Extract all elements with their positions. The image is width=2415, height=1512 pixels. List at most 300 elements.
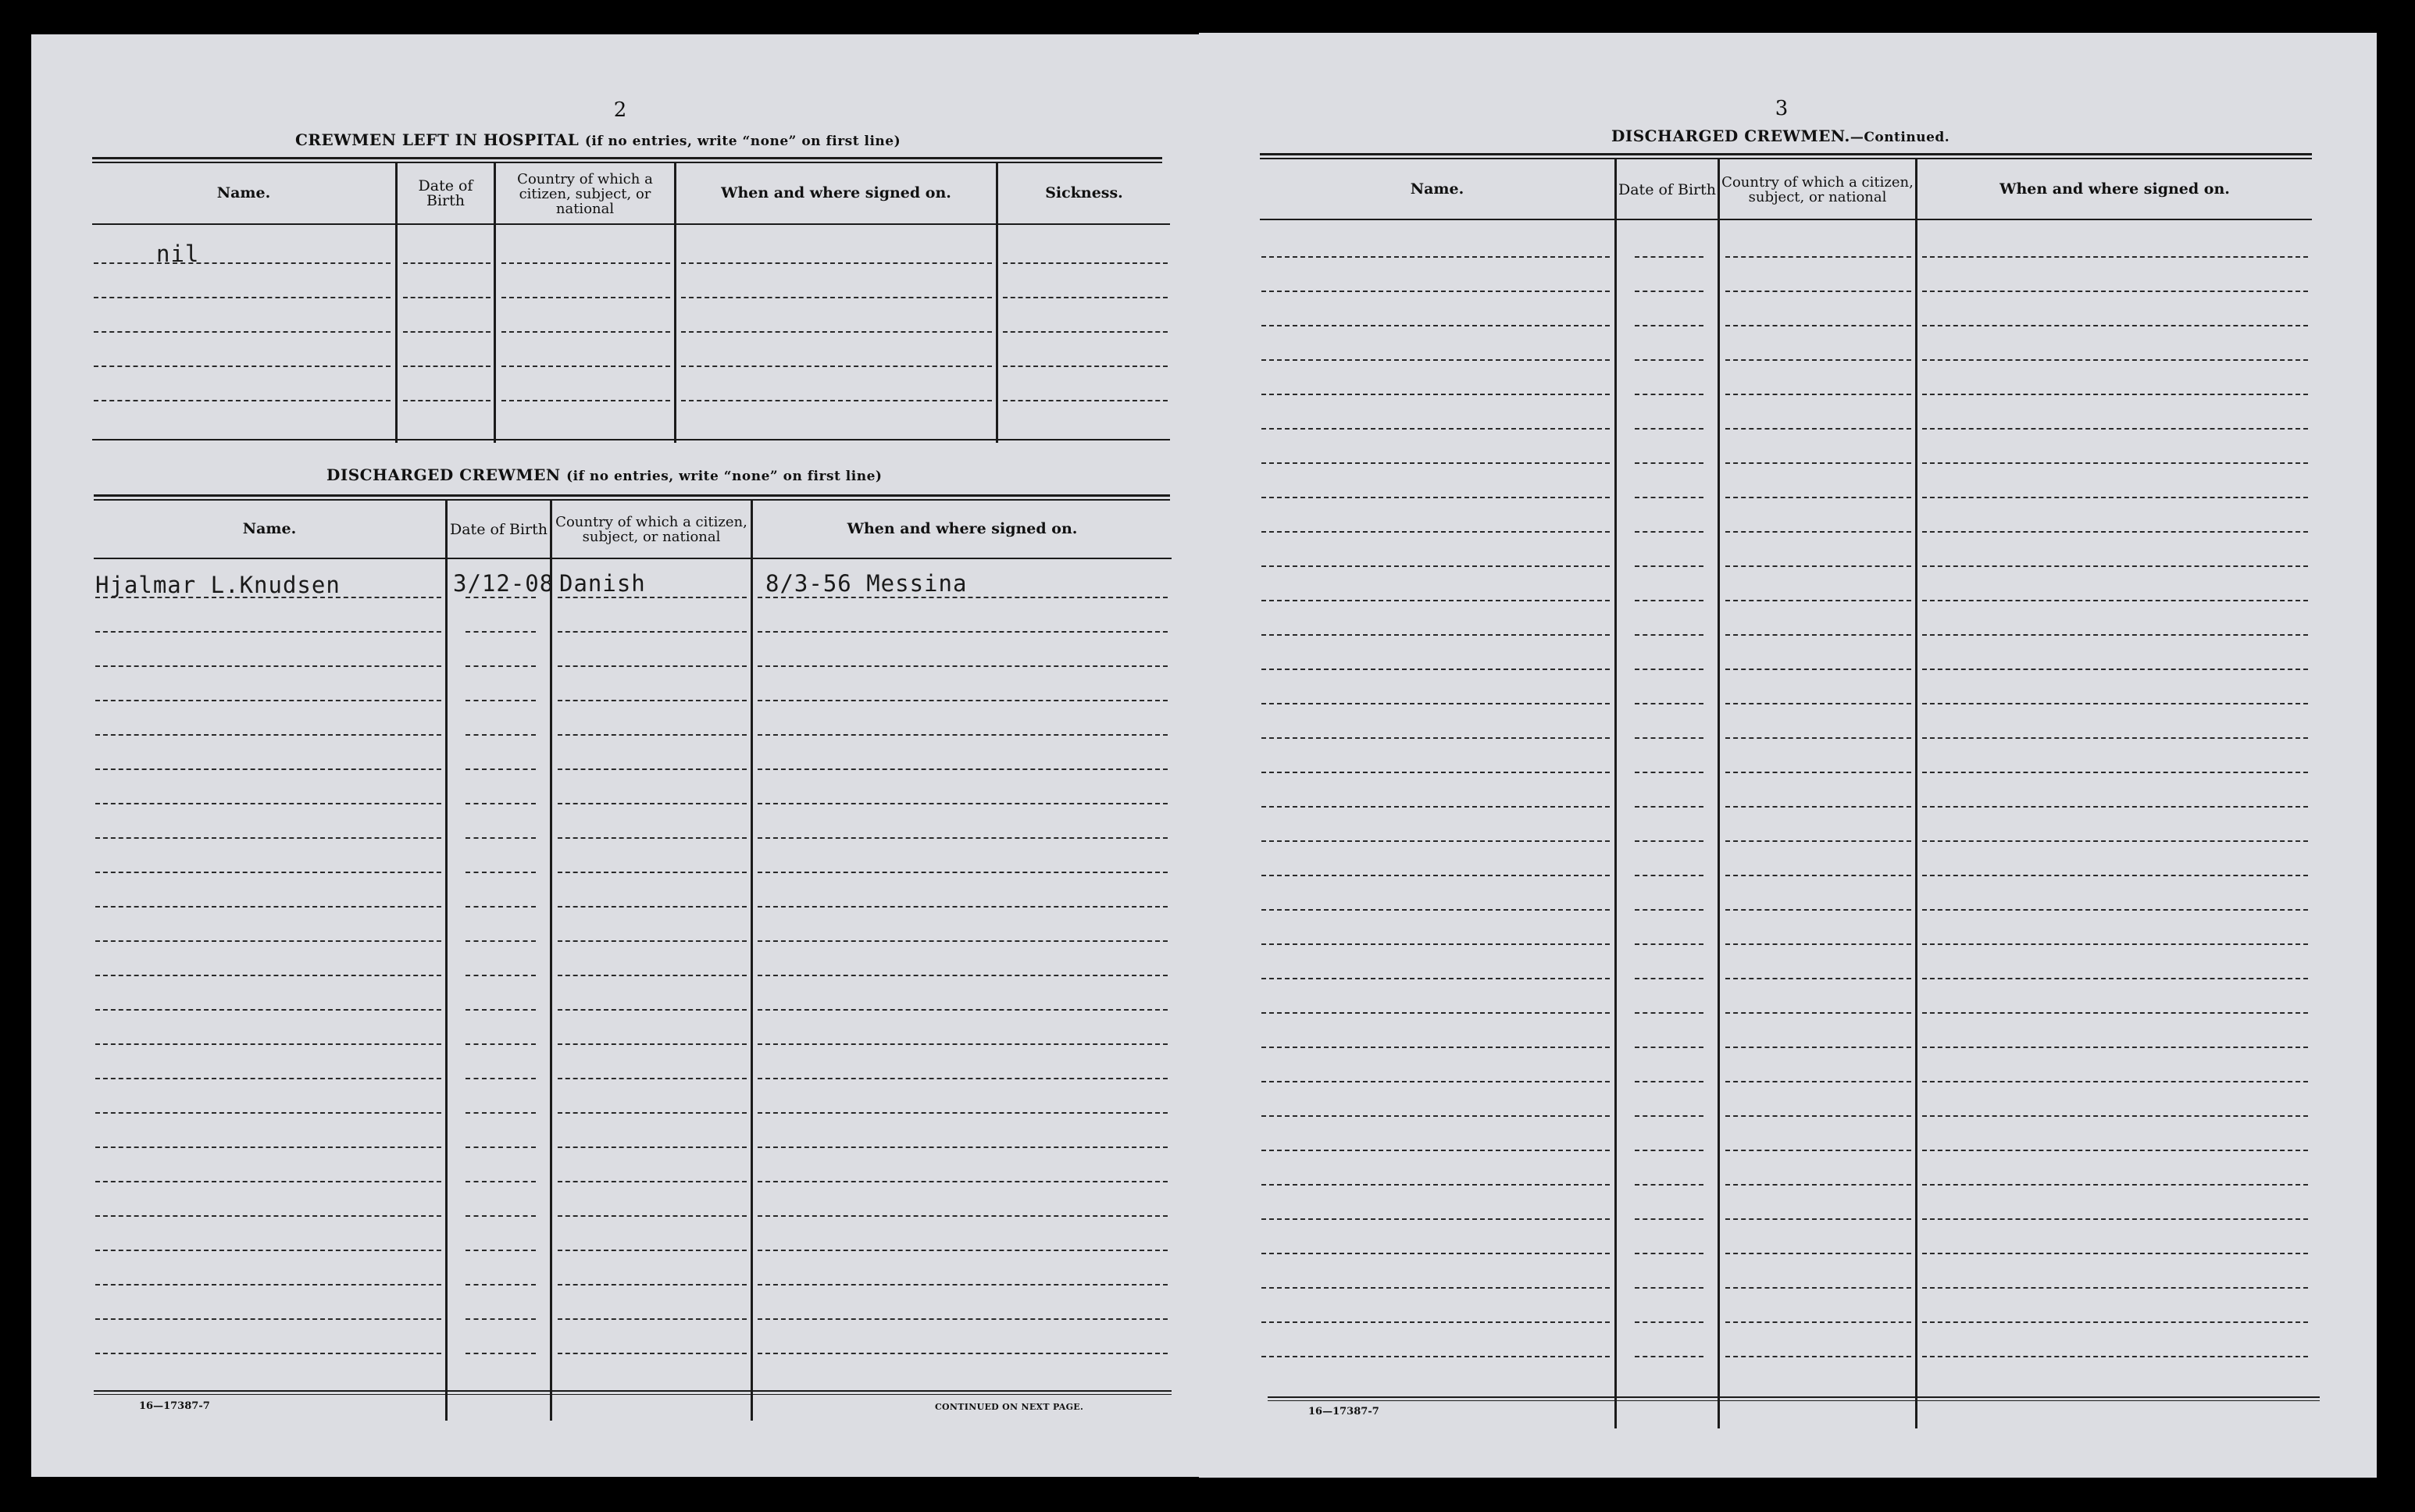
ruled-line (1922, 1287, 2308, 1289)
ruled-line (1261, 875, 1610, 876)
ruled-line (501, 262, 670, 264)
ruled-line (1725, 565, 1911, 567)
ruled-line (758, 1112, 1168, 1114)
ruled-line (403, 366, 490, 367)
discharged-section-title (326, 465, 882, 484)
column-header-signed-on: When and where signed on. (847, 520, 1078, 537)
column-header-country: Country of which a citizen, subject, or national (517, 170, 653, 217)
ruled-line (95, 1009, 441, 1011)
ruled-line (1922, 1321, 2308, 1323)
ruled-line (1922, 1115, 2308, 1117)
column-header-signed-on: When and where signed on. (721, 184, 951, 201)
column-divider (1915, 159, 1917, 1428)
ruled-line (1261, 256, 1610, 258)
ruled-line (1922, 1047, 2308, 1048)
ruled-line (94, 297, 391, 298)
rule (94, 494, 1170, 497)
ruled-line (403, 400, 490, 401)
ruled-line (558, 1353, 747, 1354)
column-divider (1718, 159, 1720, 1428)
ruled-line (466, 1215, 536, 1217)
ruled-line (1922, 394, 2308, 395)
ruled-line (1635, 394, 1703, 395)
ruled-line (1725, 497, 1911, 498)
ruled-line (466, 1250, 536, 1251)
ruled-line (501, 400, 670, 401)
ruled-line (1261, 531, 1610, 533)
discharged-title: DISCHARGED CREWMEN (326, 465, 561, 484)
column-divider (751, 501, 753, 1421)
form-number: 16—17387-7 (139, 1400, 210, 1412)
ruled-line (558, 940, 747, 942)
ruled-line (1261, 1321, 1610, 1323)
column-header-date-of-birth: Date of Birth (1618, 180, 1716, 198)
ruled-line (758, 631, 1168, 633)
ruled-line (1261, 565, 1610, 567)
ruled-line (1922, 291, 2308, 292)
ruled-line (1261, 840, 1610, 842)
table-bottom-rule (1268, 1396, 2320, 1398)
ruled-line (1725, 978, 1911, 979)
ruled-line (95, 1318, 441, 1320)
column-header-country: Country of which a citizen, subject, or national (1721, 174, 1914, 205)
ruled-line (466, 768, 536, 770)
ruled-line (1261, 1047, 1610, 1048)
ruled-line (1922, 1150, 2308, 1151)
ruled-line (1261, 359, 1610, 361)
ruled-line (1635, 600, 1703, 601)
ruled-line (1635, 1218, 1703, 1220)
hospital-title: CREWMEN LEFT IN HOSPITAL (295, 130, 580, 149)
ruled-line (1635, 772, 1703, 773)
ruled-line (1261, 497, 1610, 498)
ruled-line (1922, 1253, 2308, 1254)
ruled-line (501, 366, 670, 367)
form-number: 16—17387-7 (1308, 1406, 1379, 1418)
ruled-line (758, 975, 1168, 976)
ruled-line (95, 803, 441, 804)
ruled-line (681, 400, 992, 401)
ruled-line (1725, 531, 1911, 533)
ruled-line (1261, 291, 1610, 292)
ruled-line (558, 1146, 747, 1148)
ruled-line (1635, 1356, 1703, 1357)
ruled-line (95, 837, 441, 839)
ruled-line (95, 1284, 441, 1286)
ruled-line (758, 700, 1168, 701)
ruled-line (1003, 400, 1168, 401)
rule (92, 157, 1162, 159)
ruled-line (95, 700, 441, 701)
column-header-name: Name. (1410, 180, 1464, 198)
page-number: 3 (1775, 97, 1789, 120)
ruled-line (558, 734, 747, 736)
ruled-line (1725, 1047, 1911, 1048)
ruled-line (1725, 1218, 1911, 1220)
ruled-line (95, 1181, 441, 1182)
ruled-line (1725, 840, 1911, 842)
ruled-line (466, 1284, 536, 1286)
ruled-line (758, 1043, 1168, 1045)
ruled-line (466, 906, 536, 908)
right-page (1199, 33, 2377, 1478)
ruled-line (1922, 806, 2308, 808)
ruled-line (758, 1009, 1168, 1011)
ruled-line (95, 1112, 441, 1114)
right-title: DISCHARGED CREWMEN. (1611, 127, 1850, 145)
ruled-line (95, 631, 441, 633)
ruled-line (1635, 497, 1703, 498)
page-number: 2 (613, 98, 627, 122)
ruled-line (1922, 1356, 2308, 1357)
ruled-line (1635, 1115, 1703, 1117)
ruled-line (466, 1112, 536, 1114)
column-header-country: Country of which a citizen, subject, or national (555, 514, 747, 545)
right-title-suffix: —Continued. (1850, 130, 1950, 145)
column-divider (550, 501, 552, 1421)
ruled-line (466, 872, 536, 873)
ruled-line (1635, 1012, 1703, 1014)
ruled-line (94, 331, 391, 333)
ruled-line (1922, 325, 2308, 326)
rule (1260, 153, 2312, 155)
ruled-line (681, 297, 992, 298)
ruled-line (94, 400, 391, 401)
ruled-line (1725, 1356, 1911, 1357)
ruled-line (1635, 531, 1703, 533)
header-rule (1260, 219, 2312, 220)
ruled-line (1635, 1287, 1703, 1289)
ruled-line (758, 597, 1168, 598)
ruled-line (1725, 1081, 1911, 1082)
ruled-line (1725, 291, 1911, 292)
ruled-line (1922, 565, 2308, 567)
ruled-line (94, 262, 391, 264)
ruled-line (1261, 978, 1610, 979)
ruled-line (758, 906, 1168, 908)
ruled-line (1635, 256, 1703, 258)
ruled-line (1922, 840, 2308, 842)
right-section-title (1611, 127, 1949, 145)
ruled-line (558, 837, 747, 839)
hospital-section-title (295, 130, 901, 149)
ruled-line (558, 1250, 747, 1251)
ruled-line (1922, 1184, 2308, 1186)
ruled-line (558, 1284, 747, 1286)
ruled-line (1725, 634, 1911, 636)
ruled-line (1725, 428, 1911, 430)
ruled-line (1635, 1253, 1703, 1254)
ruled-line (1922, 1012, 2308, 1014)
ruled-line (466, 734, 536, 736)
ruled-line (1261, 909, 1610, 911)
ruled-line (758, 665, 1168, 667)
ruled-line (1922, 737, 2308, 739)
ruled-line (1635, 1184, 1703, 1186)
ruled-line (1261, 703, 1610, 704)
ruled-line (1261, 1356, 1610, 1357)
ruled-line (1635, 1150, 1703, 1151)
discharged-entry-country: Danish (559, 570, 646, 597)
discharged-instruction: (if no entries, write “none” on first line) (566, 469, 883, 484)
ruled-line (1635, 669, 1703, 670)
ruled-line (1922, 772, 2308, 773)
ruled-line (1261, 1218, 1610, 1220)
ruled-line (1922, 256, 2308, 258)
ruled-line (758, 1146, 1168, 1148)
ruled-line (1261, 943, 1610, 945)
hospital-entry-name: nil (156, 241, 200, 267)
ruled-line (1922, 1218, 2308, 1220)
ruled-line (501, 331, 670, 333)
ruled-line (558, 1009, 747, 1011)
ruled-line (466, 700, 536, 701)
ruled-line (95, 1146, 441, 1148)
column-divider (445, 501, 448, 1421)
ruled-line (758, 1353, 1168, 1354)
ruled-line (94, 366, 391, 367)
ruled-line (1725, 875, 1911, 876)
ruled-line (1635, 565, 1703, 567)
column-header-name: Name. (242, 520, 297, 537)
ruled-line (466, 1146, 536, 1148)
ruled-line (1261, 669, 1610, 670)
ruled-line (1635, 291, 1703, 292)
ruled-line (1261, 1287, 1610, 1289)
ruled-line (681, 262, 992, 264)
ruled-line (1635, 1081, 1703, 1082)
ruled-line (758, 1078, 1168, 1079)
ruled-line (758, 1215, 1168, 1217)
ruled-line (1725, 359, 1911, 361)
ruled-line (1922, 600, 2308, 601)
ruled-line (466, 1078, 536, 1079)
ruled-line (1922, 909, 2308, 911)
ruled-line (1725, 737, 1911, 739)
ruled-line (403, 297, 490, 298)
left-page (31, 34, 1200, 1477)
column-divider (1614, 159, 1617, 1428)
ruled-line (1922, 497, 2308, 498)
ruled-line (466, 1009, 536, 1011)
ruled-line (558, 597, 747, 598)
ruled-line (466, 975, 536, 976)
ruled-line (1261, 325, 1610, 326)
ruled-line (558, 631, 747, 633)
ruled-line (681, 366, 992, 367)
ruled-line (558, 1078, 747, 1079)
ruled-line (1922, 669, 2308, 670)
ruled-line (758, 1284, 1168, 1286)
ruled-line (1261, 1184, 1610, 1186)
ruled-line (558, 1112, 747, 1114)
ruled-line (558, 1318, 747, 1320)
ruled-line (1922, 462, 2308, 464)
column-header-name: Name. (216, 184, 271, 201)
ruled-line (1922, 531, 2308, 533)
ruled-line (1261, 600, 1610, 601)
ruled-line (758, 768, 1168, 770)
ruled-line (681, 331, 992, 333)
ruled-line (1725, 600, 1911, 601)
ruled-line (1725, 943, 1911, 945)
ruled-line (95, 1043, 441, 1045)
ruled-line (1922, 875, 2308, 876)
ruled-line (1635, 806, 1703, 808)
ruled-line (558, 1215, 747, 1217)
ruled-line (758, 803, 1168, 804)
ruled-line (558, 700, 747, 701)
ruled-line (758, 872, 1168, 873)
ruled-line (1725, 1150, 1911, 1151)
ruled-line (1261, 1150, 1610, 1151)
ruled-line (1635, 978, 1703, 979)
ruled-line (758, 837, 1168, 839)
ruled-line (95, 1078, 441, 1079)
ruled-line (1635, 840, 1703, 842)
ruled-line (758, 940, 1168, 942)
discharged-entry-date-of-birth: 3/12-08 (453, 570, 555, 597)
ruled-line (1725, 703, 1911, 704)
ruled-line (1725, 325, 1911, 326)
ruled-line (1922, 359, 2308, 361)
table-bottom-rule (94, 1390, 1172, 1392)
ruled-line (1003, 366, 1168, 367)
ruled-line (95, 665, 441, 667)
ruled-line (1922, 1081, 2308, 1082)
table-bottom-rule (92, 439, 1170, 440)
ruled-line (1261, 428, 1610, 430)
header-rule (92, 223, 1170, 225)
ruled-line (1725, 1321, 1911, 1323)
ruled-line (1635, 703, 1703, 704)
ruled-line (466, 837, 536, 839)
ruled-line (1725, 909, 1911, 911)
ruled-line (1725, 1287, 1911, 1289)
hospital-instruction: (if no entries, write “none” on first line) (584, 134, 901, 149)
ruled-line (1635, 1321, 1703, 1323)
ruled-line (1635, 737, 1703, 739)
ruled-line (1725, 669, 1911, 670)
ruled-line (1261, 806, 1610, 808)
ruled-line (1003, 262, 1168, 264)
ruled-line (466, 803, 536, 804)
ruled-line (1261, 1012, 1610, 1014)
ruled-line (95, 1215, 441, 1217)
ruled-line (1261, 634, 1610, 636)
discharged-entry-signed-on: 8/3-56 Messina (765, 570, 968, 597)
table-bottom-rule (1268, 1400, 2320, 1401)
ruled-line (1635, 428, 1703, 430)
ruled-line (1922, 943, 2308, 945)
ruled-line (95, 734, 441, 736)
ruled-line (466, 665, 536, 667)
ruled-line (501, 297, 670, 298)
column-header-signed-on: When and where signed on. (1999, 180, 2230, 198)
ruled-line (1003, 297, 1168, 298)
ruled-line (1635, 943, 1703, 945)
ruled-line (1922, 634, 2308, 636)
ruled-line (1261, 1115, 1610, 1117)
ruled-line (758, 1250, 1168, 1251)
ruled-line (1725, 1184, 1911, 1186)
ruled-line (558, 975, 747, 976)
column-header-sickness: Sickness. (1045, 184, 1123, 201)
column-header-date-of-birth: Date of Birth (418, 177, 473, 209)
discharged-entry-name: Hjalmar L.Knudsen (95, 572, 341, 598)
ruled-line (558, 872, 747, 873)
ruled-line (1261, 737, 1610, 739)
column-header-date-of-birth: Date of Birth (450, 520, 548, 538)
ruled-line (95, 1353, 441, 1354)
ruled-line (466, 1181, 536, 1182)
ruled-line (558, 768, 747, 770)
ruled-line (758, 734, 1168, 736)
table-bottom-rule (94, 1394, 1172, 1395)
ruled-line (1635, 359, 1703, 361)
ruled-line (558, 665, 747, 667)
ruled-line (1725, 1115, 1911, 1117)
ruled-line (1261, 1253, 1610, 1254)
ruled-line (1261, 1081, 1610, 1082)
ruled-line (758, 1181, 1168, 1182)
ruled-line (1725, 462, 1911, 464)
continued-note: CONTINUED ON NEXT PAGE. (935, 1402, 1084, 1412)
ruled-line (1635, 1047, 1703, 1048)
ruled-line (1922, 703, 2308, 704)
ruled-line (403, 262, 490, 264)
ruled-line (1261, 772, 1610, 773)
ruled-line (1922, 428, 2308, 430)
ruled-line (558, 906, 747, 908)
ruled-line (1922, 978, 2308, 979)
ruled-line (403, 331, 490, 333)
ruled-line (1635, 462, 1703, 464)
ruled-line (1635, 634, 1703, 636)
ruled-line (1725, 394, 1911, 395)
ruled-line (758, 1318, 1168, 1320)
ruled-line (1003, 331, 1168, 333)
ruled-line (95, 1250, 441, 1251)
ruled-line (95, 906, 441, 908)
ruled-line (1635, 875, 1703, 876)
ruled-line (1725, 806, 1911, 808)
ruled-line (1635, 909, 1703, 911)
ruled-line (1725, 1253, 1911, 1254)
ruled-line (95, 597, 441, 598)
ruled-line (466, 940, 536, 942)
header-rule (94, 558, 1172, 559)
ruled-line (466, 1353, 536, 1354)
ruled-line (1725, 256, 1911, 258)
ruled-line (1725, 772, 1911, 773)
ruled-line (1261, 462, 1610, 464)
ruled-line (1725, 1012, 1911, 1014)
ruled-line (466, 1043, 536, 1045)
ruled-line (558, 1043, 747, 1045)
ruled-line (95, 768, 441, 770)
ruled-line (466, 597, 536, 598)
ruled-line (95, 940, 441, 942)
ruled-line (1635, 325, 1703, 326)
ruled-line (466, 631, 536, 633)
ruled-line (558, 1181, 747, 1182)
ruled-line (558, 803, 747, 804)
ruled-line (95, 975, 441, 976)
ruled-line (95, 872, 441, 873)
ruled-line (466, 1318, 536, 1320)
ruled-line (1261, 394, 1610, 395)
